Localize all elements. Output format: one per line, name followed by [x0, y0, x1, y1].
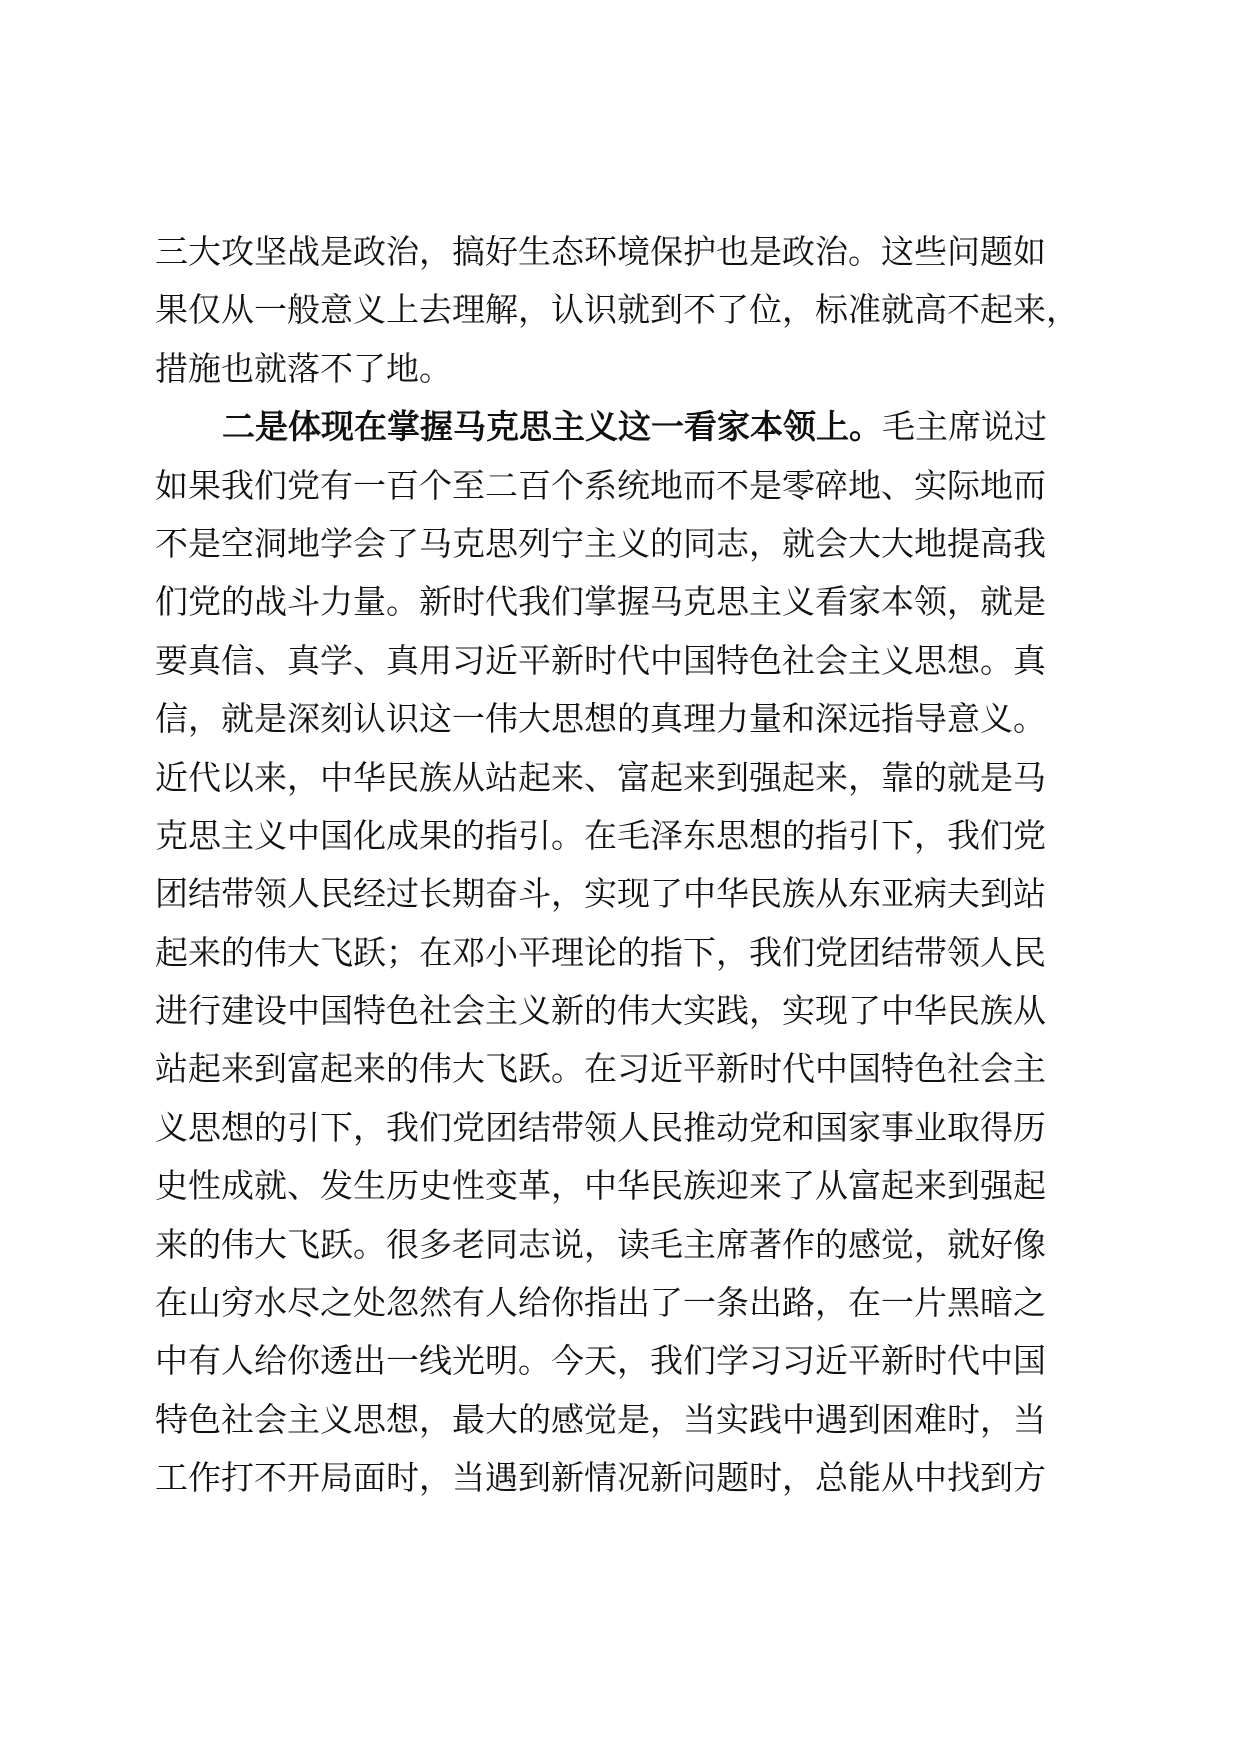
text-line: 近代以来，中华民族从站起来、富起来到强起来，靠的就是马: [155, 757, 1046, 797]
text-line: 进行建设中国特色社会主义新的伟大实践，实现了中华民族从: [155, 991, 1046, 1031]
text-line: 们党的战斗力量。新时代我们掌握马克思主义看家本领，就是: [155, 582, 1046, 622]
text-line: 来的伟大飞跃。很多老同志说，读毛主席著作的感觉，就好像: [155, 1224, 1046, 1264]
text-line: 史性成就、发生历史性变革，中华民族迎来了从富起来到强起: [155, 1166, 1046, 1206]
text-line: 果仅从一般意义上去理解，认识就到不了位，标准就高不起来，: [155, 290, 1079, 330]
text-line: 信，就是深刻认识这一伟大思想的真理力量和深远指导意义。: [155, 699, 1046, 739]
section-heading-bold: 二是体现在掌握马克思主义这一看家本领上。: [222, 407, 882, 447]
text-line: 团结带领人民经过长期奋斗，实现了中华民族从东亚病夫到站: [155, 874, 1046, 914]
text-line: 义思想的引下，我们党团结带领人民推动党和国家事业取得历: [155, 1107, 1046, 1147]
text-line: 克思主义中国化成果的指引。在毛泽东思想的指引下，我们党: [155, 815, 1046, 855]
text-line: 起来的伟大飞跃；在邓小平理论的指下，我们党团结带领人民: [155, 932, 1046, 972]
text-line: 特色社会主义思想，最大的感觉是，当实践中遇到困难时，当: [155, 1399, 1046, 1439]
text-line: 中有人给你透出一线光明。今天，我们学习习近平新时代中国: [155, 1341, 1046, 1381]
body-text: [155, 223, 1095, 1508]
text-run: 毛主席说过: [882, 407, 1047, 447]
text-line: 如果我们党有一百个至二百个系统地而不是零碎地、实际地而: [155, 465, 1046, 505]
text-line: 措施也就落不了地。: [155, 348, 452, 388]
text-line: 要真信、真学、真用习近平新时代中国特色社会主义思想。真: [155, 640, 1046, 680]
text-line: 不是空洞地学会了马克思列宁主义的同志，就会大大地提高我: [155, 523, 1046, 563]
paragraph-start-line: [155, 398, 1095, 456]
text-line: 站起来到富起来的伟大飞跃。在习近平新时代中国特色社会主: [155, 1049, 1046, 1089]
text-line: 三大攻坚战是政治，搞好生态环境保护也是政治。这些问题如: [155, 232, 1046, 271]
text-line: 工作打不开局面时，当遇到新情况新问题时，总能从中找到方: [155, 1458, 1046, 1498]
text-line: 在山穷水尽之处忽然有人给你指出了一条出路，在一片黑暗之: [155, 1283, 1046, 1323]
